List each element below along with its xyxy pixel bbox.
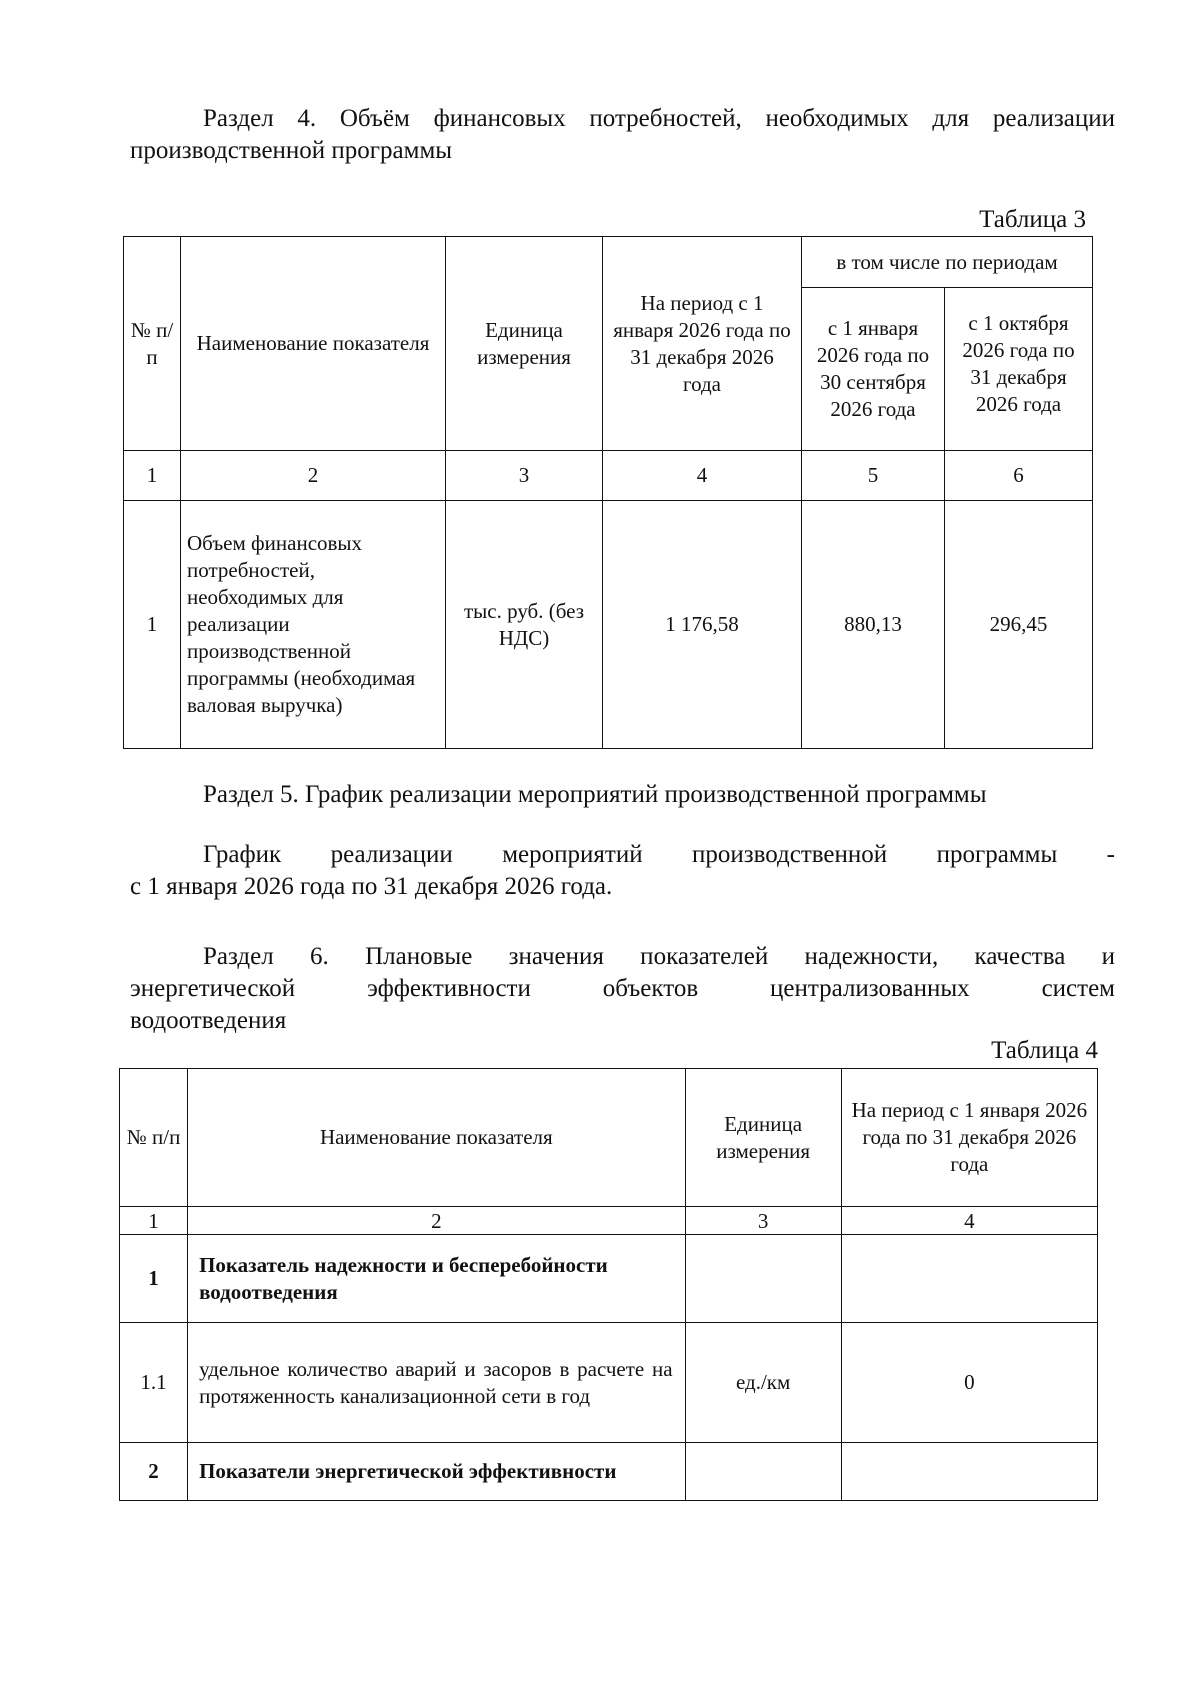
table-3-caption: Таблица 3 <box>979 206 1086 233</box>
table-4-row-unit: ед./км <box>685 1323 841 1443</box>
table-row <box>124 501 1093 749</box>
section-4-heading-line-1: Раздел 4. Объём финансовых потребностей, необходимых для реализации <box>203 105 1115 132</box>
table-4-row-value <box>841 1443 1097 1501</box>
table-4-row-unit <box>685 1443 841 1501</box>
table-row <box>120 1323 1098 1443</box>
table-3-header-periods: в том числе по периодам <box>802 237 1093 288</box>
table-3-row-num: 1 <box>124 501 181 749</box>
section-6-heading-line-1: Раздел 6. Плановые значения показателей надежности, качества и <box>203 943 1115 970</box>
section-5-heading: Раздел 5. График реализации мероприятий производственной программы <box>203 781 987 808</box>
table-4-header-num: № п/п <box>120 1069 188 1207</box>
section-5-text-line-2: с 1 января 2026 года по 31 декабря 2026 года. <box>130 873 613 900</box>
table-3-col-number: 4 <box>603 451 802 501</box>
table-4 <box>119 1068 1098 1501</box>
table-3-row-name: Объем финансовых потребностей, необходимых для реализации производственной программы (необходимая валовая выручка) <box>181 501 446 749</box>
table-3-header-period-1: с 1 января 2026 года по 30 сентября 2026 года <box>802 288 945 451</box>
table-3-col-number: 5 <box>802 451 945 501</box>
table-4-row-num: 2 <box>120 1443 188 1501</box>
table-4-row-unit <box>685 1235 841 1323</box>
table-3-row-period-2: 296,45 <box>945 501 1093 749</box>
table-4-header-name: Наименование показателя <box>188 1069 686 1207</box>
table-row <box>120 1235 1098 1323</box>
table-4-row-value: 0 <box>841 1323 1097 1443</box>
table-3 <box>123 236 1093 749</box>
section-6-heading-line-3: водоотведения <box>130 1007 287 1034</box>
table-3-col-number: 2 <box>181 451 446 501</box>
table-4-header-unit: Единица измерения <box>685 1069 841 1207</box>
table-row <box>120 1443 1098 1501</box>
table-4-row-name: удельное количество аварий и засоров в расчете на протяженность канализационной сети в год <box>188 1323 686 1443</box>
table-4-col-number: 1 <box>120 1207 188 1235</box>
table-4-row-name: Показатель надежности и бесперебойности водоотведения <box>188 1235 686 1323</box>
section-4-heading-line-2: производственной программы <box>130 137 453 164</box>
table-3-col-number: 6 <box>945 451 1093 501</box>
table-4-col-number: 3 <box>685 1207 841 1235</box>
table-3-header-unit: Единица измерения <box>446 237 603 451</box>
table-3-row-unit: тыс. руб. (без НДС) <box>446 501 603 749</box>
table-3-header-period-2: с 1 октября 2026 года по 31 декабря 2026 года <box>945 288 1093 451</box>
table-4-caption: Таблица 4 <box>991 1037 1098 1064</box>
section-5-text-line-1: График реализации мероприятий производственной программы - <box>203 841 1115 868</box>
table-3-header-name: Наименование показателя <box>181 237 446 451</box>
section-6-heading-line-2: энергетической эффективности объектов централизованных систем <box>130 975 1115 1002</box>
table-4-col-number: 2 <box>188 1207 686 1235</box>
table-4-row-value <box>841 1235 1097 1323</box>
table-3-col-number: 3 <box>446 451 603 501</box>
table-4-row-num: 1 <box>120 1235 188 1323</box>
table-4-header-value: На период с 1 января 2026 года по 31 декабря 2026 года <box>841 1069 1097 1207</box>
table-3-row-total: 1 176,58 <box>603 501 802 749</box>
table-3-header-num: № п/п <box>124 237 181 451</box>
table-4-row-name: Показатели энергетической эффективности <box>188 1443 686 1501</box>
table-3-header-total: На период с 1 января 2026 года по 31 декабря 2026 года <box>603 237 802 451</box>
table-3-col-number: 1 <box>124 451 181 501</box>
table-3-row-period-1: 880,13 <box>802 501 945 749</box>
table-4-col-number: 4 <box>841 1207 1097 1235</box>
table-4-row-num: 1.1 <box>120 1323 188 1443</box>
